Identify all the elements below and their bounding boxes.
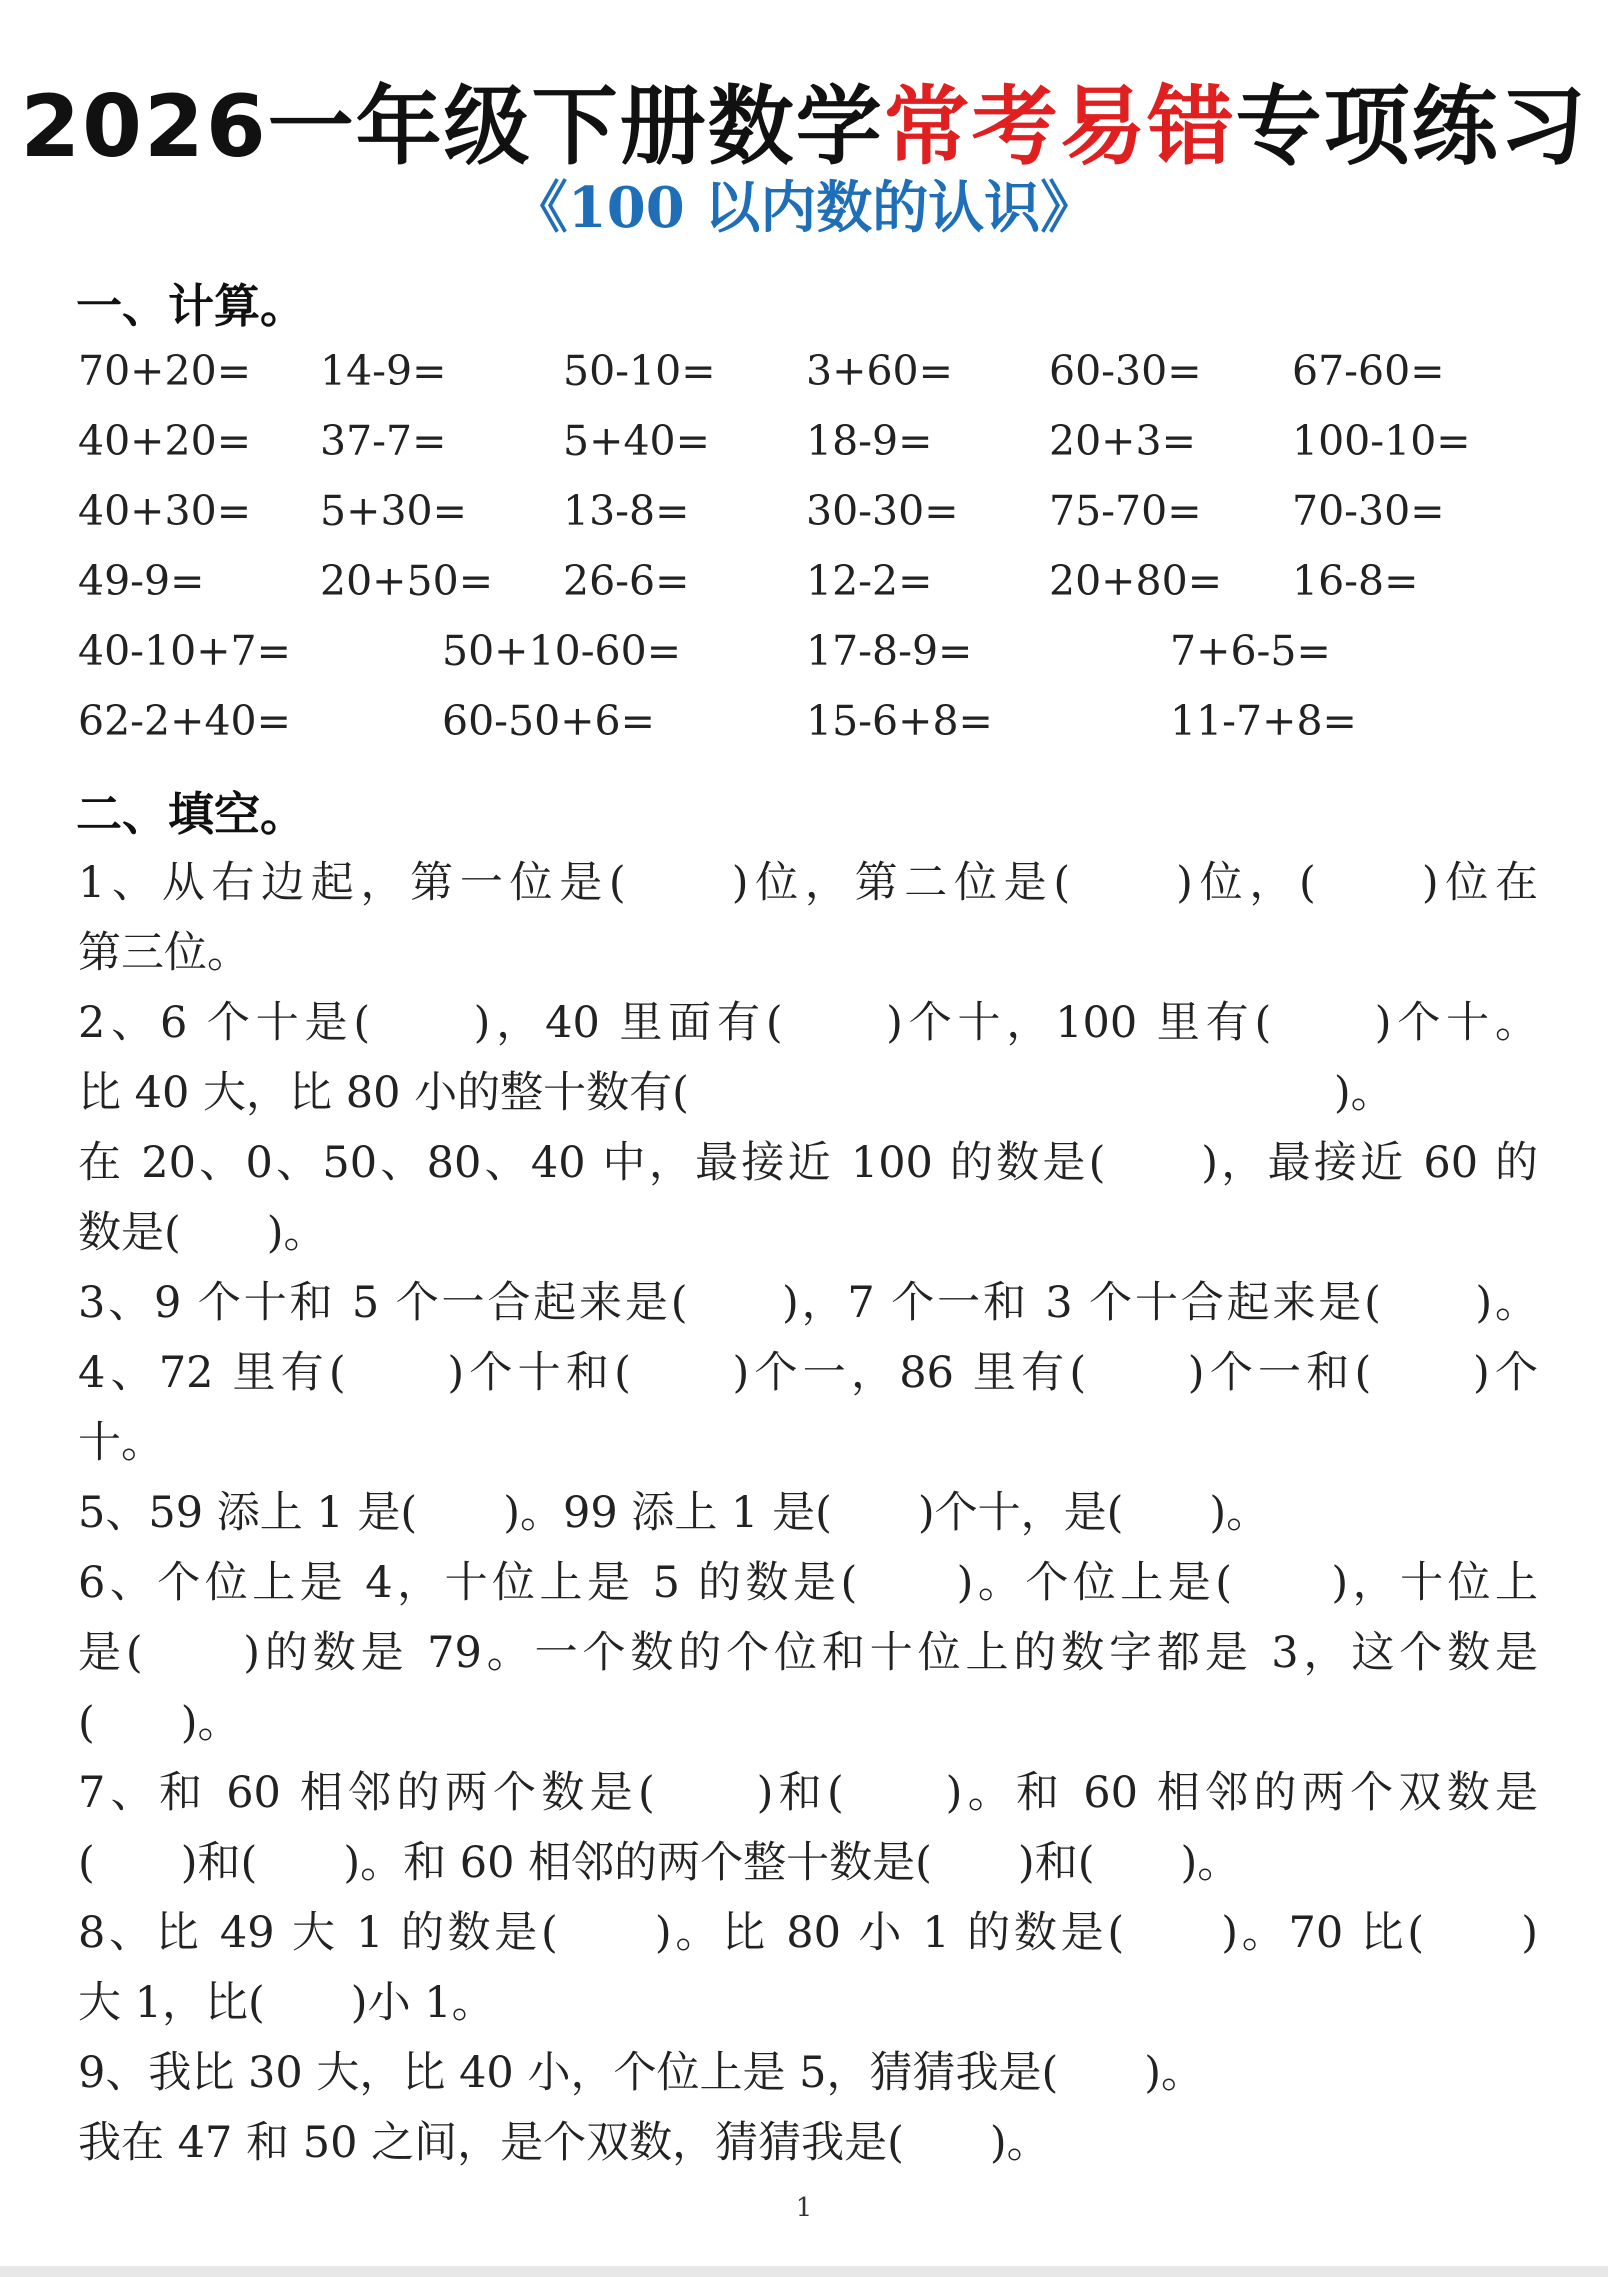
calc-item: 18-9=: [806, 417, 933, 465]
question-line: 十。: [78, 1418, 164, 1468]
question-line: 2、6 个十是( )，40 里面有( )个十，100 里有( )个十。: [78, 998, 1538, 1048]
calc-item: 20+80=: [1049, 557, 1223, 605]
calc-item: 60-30=: [1049, 347, 1202, 395]
calc-row: [0, 406, 1608, 476]
calc-item: 12-2=: [806, 557, 933, 605]
question-line: 在 20、0、50、80、40 中，最接近 100 的数是( )，最接近 60 的: [78, 1138, 1538, 1188]
calc-item: 26-6=: [563, 557, 690, 605]
title-highlight: 常考易错: [883, 77, 1236, 177]
calc-item: 75-70=: [1049, 487, 1202, 535]
calc-item: 62-2+40=: [78, 697, 291, 745]
calc-item: 16-8=: [1292, 557, 1419, 605]
calc-item: 20+50=: [320, 557, 494, 605]
calc-row: [0, 686, 1608, 756]
calc-item: 20+3=: [1049, 417, 1196, 465]
question-line: 1、从右边起，第一位是( )位，第二位是( )位，( )位在: [78, 858, 1538, 908]
calc-item: 50-10=: [563, 347, 716, 395]
question-line: 5、59 添上 1 是( )。99 添上 1 是( )个十，是( )。: [78, 1488, 1270, 1538]
calc-item: 30-30=: [806, 487, 959, 535]
calc-item: 5+30=: [320, 487, 467, 535]
question-line: 比 40 大，比 80 小的整十数有( )。: [78, 1068, 1394, 1118]
question-line: ( )和( )。和 60 相邻的两个整十数是( )和( )。: [78, 1838, 1241, 1888]
calc-item: 3+60=: [806, 347, 953, 395]
calc-row: [0, 476, 1608, 546]
calc-item: 40+30=: [78, 487, 252, 535]
page-subtitle: 《100 以内数的认识》: [511, 175, 1097, 241]
calc-item: 67-60=: [1292, 347, 1445, 395]
calc-item: 60-50+6=: [442, 697, 655, 745]
calc-item: 13-8=: [563, 487, 690, 535]
calc-item: 11-7+8=: [1170, 697, 1357, 745]
question-line: 4、72 里有( )个十和( )个一，86 里有( )个一和( )个: [78, 1348, 1538, 1398]
title-part1: 2026一年级下册数学: [20, 77, 884, 177]
question-line: 3、9 个十和 5 个一合起来是( )，7 个一和 3 个十合起来是( )。: [78, 1278, 1538, 1328]
question-line: 8、比 49 大 1 的数是( )。比 80 小 1 的数是( )。70 比( ): [78, 1908, 1538, 1958]
question-line: 9、我比 30 大，比 40 小，个位上是 5，猜猜我是( )。: [78, 2048, 1205, 2098]
calc-item: 15-6+8=: [806, 697, 993, 745]
calc-item: 5+40=: [563, 417, 710, 465]
calc-row: [0, 616, 1608, 686]
page-number: 1: [795, 2193, 813, 2223]
calc-item: 37-7=: [320, 417, 447, 465]
calc-item: 17-8-9=: [806, 627, 973, 675]
page-title: [0, 72, 1608, 182]
question-line: ( )。: [78, 1698, 241, 1748]
title-part2: 专项练习: [1235, 77, 1588, 177]
calc-item: 14-9=: [320, 347, 447, 395]
section-calc-title: 一、计算。: [76, 279, 306, 333]
question-line: 大 1，比( )小 1。: [78, 1978, 495, 2028]
calc-item: 49-9=: [78, 557, 205, 605]
question-line: 我在 47 和 50 之间，是个双数，猜猜我是( )。: [78, 2118, 1050, 2168]
calc-item: 50+10-60=: [442, 627, 682, 675]
question-line: 第三位。: [78, 928, 250, 978]
calc-item: 40-10+7=: [78, 627, 291, 675]
calc-row: [0, 546, 1608, 616]
calc-item: 100-10=: [1292, 417, 1471, 465]
section-fill-title: 二、填空。: [76, 787, 306, 841]
question-line: 数是( )。: [78, 1208, 327, 1258]
calc-item: 70+20=: [78, 347, 252, 395]
calc-item: 70-30=: [1292, 487, 1445, 535]
calc-row: [0, 336, 1608, 406]
question-line: 是( )的数是 79。一个数的个位和十位上的数字都是 3，这个数是: [78, 1628, 1538, 1678]
question-line: 7、和 60 相邻的两个数是( )和( )。和 60 相邻的两个双数是: [78, 1768, 1538, 1818]
question-line: 6、个位上是 4，十位上是 5 的数是( )。个位上是( )，十位上: [78, 1558, 1538, 1608]
calc-item: 40+20=: [78, 417, 252, 465]
calc-item: 7+6-5=: [1170, 627, 1331, 675]
bottom-divider: [0, 2266, 1608, 2277]
